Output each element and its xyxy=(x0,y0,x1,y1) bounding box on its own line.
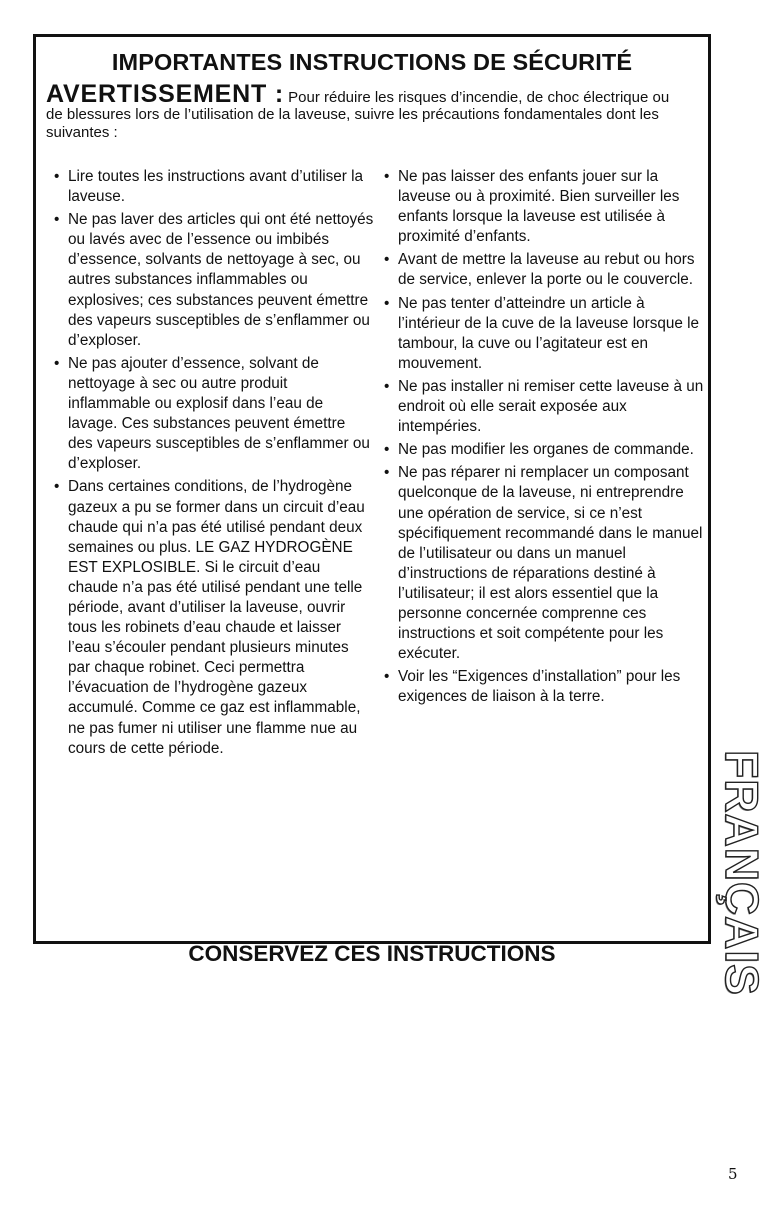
warning-label: AVERTISSEMENT : xyxy=(46,80,284,108)
list-item: • Ne pas tenter d’atteindre un article à l’intérieur de la cuve de la laveuse lorsque le tambour, la cuve ou l’agitateur est en mouvement. xyxy=(384,294,709,374)
language-side-tab xyxy=(716,749,769,996)
list-item: • Ne pas réparer ni remplacer un composant quelconque de la laveuse, ni entreprendre une opération de service, si ce n’est spécifiquement recommandé dans le manuel de l’utilisateur ou dans un manuel d’instructions de réparations destiné à l’utilisateur; il est alors essentiel que la personne concernée comprenne ces instructions et soit compétente pour les exécuter. xyxy=(384,463,709,664)
warning-paragraph xyxy=(46,80,676,141)
list-item: • Voir les “Exigences d’installation” pour les exigences de liaison à la terre. xyxy=(384,667,709,707)
right-column-list xyxy=(384,167,709,710)
language-label: FRANÇAIS xyxy=(716,749,769,996)
list-item: • Ne pas modifier les organes de commande. xyxy=(384,440,709,460)
page-number: 5 xyxy=(728,1165,738,1183)
list-item: • Ne pas laver des articles qui ont été nettoyés ou lavés avec de l’essence ou imbibés d’essence, solvants de nettoyage à sec, ou autres substances inflammables ou explosives; ces substances peuvent émettre des vapeurs susceptibles de s’enflammer ou d’exploser. xyxy=(54,210,374,351)
page-title: IMPORTANTES INSTRUCTIONS DE SÉCURITÉ xyxy=(111,49,633,75)
list-item: • Avant de mettre la laveuse au rebut ou hors de service, enlever la porte ou le couvercle. xyxy=(384,250,709,290)
list-item: • Ne pas installer ni remiser cette laveuse à un endroit où elle serait exposée aux intempéries. xyxy=(384,377,709,437)
left-column-list xyxy=(54,167,374,762)
list-item: • Dans certaines conditions, de l’hydrogène gazeux a pu se former dans un circuit d’eau chaude qui n’a pas été utilisé pendant deux semaines ou plus. LE GAZ HYDROGÈNE EST EXPLOSIBLE. Si le circuit d’eau chaude n’a pas été utilisé pendant une telle période, avant d’utiliser la laveuse, ouvrir tous les robinets d’eau chaude et laisser l’eau s’écouler pendant plusieurs minutes par chaque robinet. Ceci permettra l’évacuation de l’hydrogène gazeux accumulé. Comme ce gaz est inflammable, ne pas fumer ni utiliser une flamme nue au cours de cette période. xyxy=(54,477,374,758)
footer-heading: CONSERVEZ CES INSTRUCTIONS xyxy=(188,941,556,966)
list-item: • Ne pas laisser des enfants jouer sur la laveuse ou à proximité. Bien surveiller les enfants lorsque la laveuse est utilisée à proximité d’enfants. xyxy=(384,167,709,247)
list-item: • Lire toutes les instructions avant d’utiliser la laveuse. xyxy=(54,167,374,207)
list-item: • Ne pas ajouter d’essence, solvant de nettoyage à sec ou autre produit inflammable ou explosif dans l’eau de lavage. Ces substances peuvent émettre des vapeurs susceptibles de s’enflammer ou d’exploser. xyxy=(54,354,374,475)
warning-text: Pour réduire les risques d’incendie, de choc électrique ou de blessures lors de l’utilisation de la laveuse, suivre les précautions fondamentales dont les suivantes : xyxy=(46,89,670,141)
